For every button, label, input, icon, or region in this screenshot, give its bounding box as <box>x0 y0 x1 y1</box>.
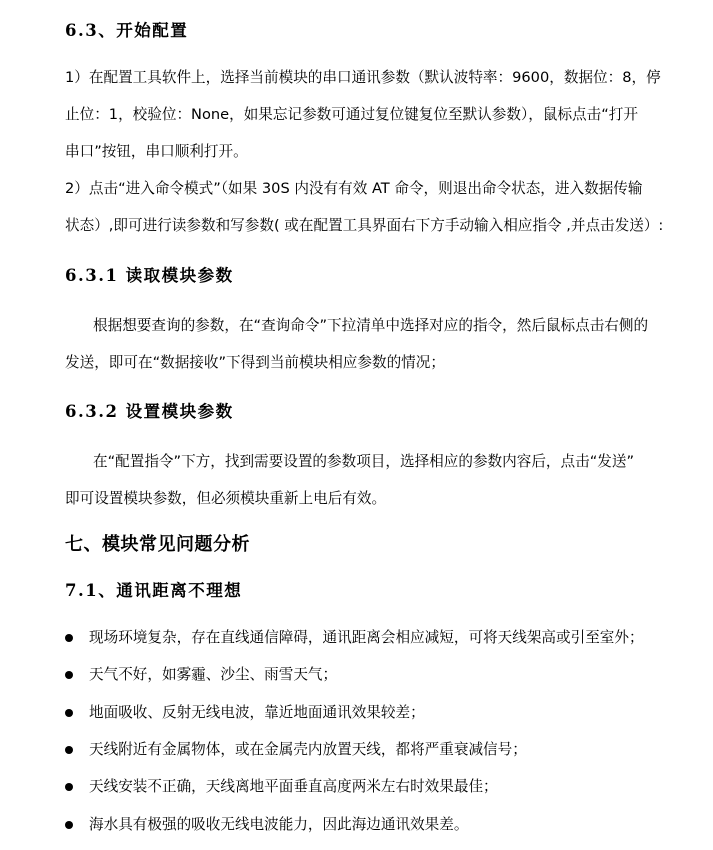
section-6-3-1-line2: 发送，即可在“数据接收”下得到当前模块相应参数的情况； <box>65 354 445 371</box>
bullet-icon <box>65 671 73 679</box>
bullet-icon <box>65 746 73 754</box>
list-item-text: 天线附近有金属物体，或在金属壳内放置天线，都将严重衰减信号； <box>89 741 527 758</box>
list-item-text: 海水具有极强的吸收无线电波能力，因此海边通讯效果差。 <box>89 816 469 833</box>
list-item-text: 地面吸收、反射无线电波，靠近地面通讯效果较差； <box>89 704 425 721</box>
section-6-3-2-line2: 即可设置模块参数，但必须模块重新上电后有效。 <box>65 490 387 507</box>
section-6-3-p2-line2: 状态）,即可进行读参数和写参数( 或在配置工具界面右下方手动输入相应指令 ,并点击发送）: <box>65 217 664 234</box>
section-7-heading: 七、模块常见问题分析 <box>65 534 250 555</box>
section-6-3-2-line1: 在“配置指令”下方，找到需要设置的参数项目，选择相应的参数内容后，点击“发送” <box>93 453 635 470</box>
section-6-3-p2-line1: 2）点击“进入命令模式”（如果 30S 内没有有效 AT 命令，则退出命令状态，进入数据传输 <box>65 180 643 197</box>
section-6-3-p1-line1: 1）在配置工具软件上，选择当前模块的串口通讯参数（默认波特率：9600，数据位：8，停 <box>65 69 661 86</box>
section-6-3-2-heading: 6.3.2 设置模块参数 <box>65 402 234 421</box>
bullet-icon <box>65 709 73 717</box>
section-7-1-heading: 7.1、通讯距离不理想 <box>65 581 243 600</box>
section-6-3-1-line1: 根据想要查询的参数，在“查询命令”下拉清单中选择对应的指令，然后鼠标点击右侧的 <box>93 317 649 334</box>
section-6-3-1-heading: 6.3.1 读取模块参数 <box>65 266 234 285</box>
bullet-icon <box>65 634 73 642</box>
section-6-3-p1-line2: 止位：1，校验位：None，如果忘记参数可通过复位键复位至默认参数），鼠标点击“打开 <box>65 106 638 123</box>
list-item-text: 现场环境复杂，存在直线通信障碍，通讯距离会相应减短，可将天线架高或引至室外； <box>89 629 644 646</box>
list-item-text: 天线安装不正确，天线离地平面垂直高度两米左右时效果最佳； <box>89 778 498 795</box>
list-item-text: 天气不好，如雾霾、沙尘、雨雪天气； <box>89 666 338 683</box>
section-6-3-p1-line3: 串口”按钮，串口顺利打开。 <box>65 143 248 160</box>
bullet-icon <box>65 821 73 829</box>
section-6-3-heading: 6.3、开始配置 <box>65 21 189 40</box>
bullet-icon <box>65 783 73 791</box>
